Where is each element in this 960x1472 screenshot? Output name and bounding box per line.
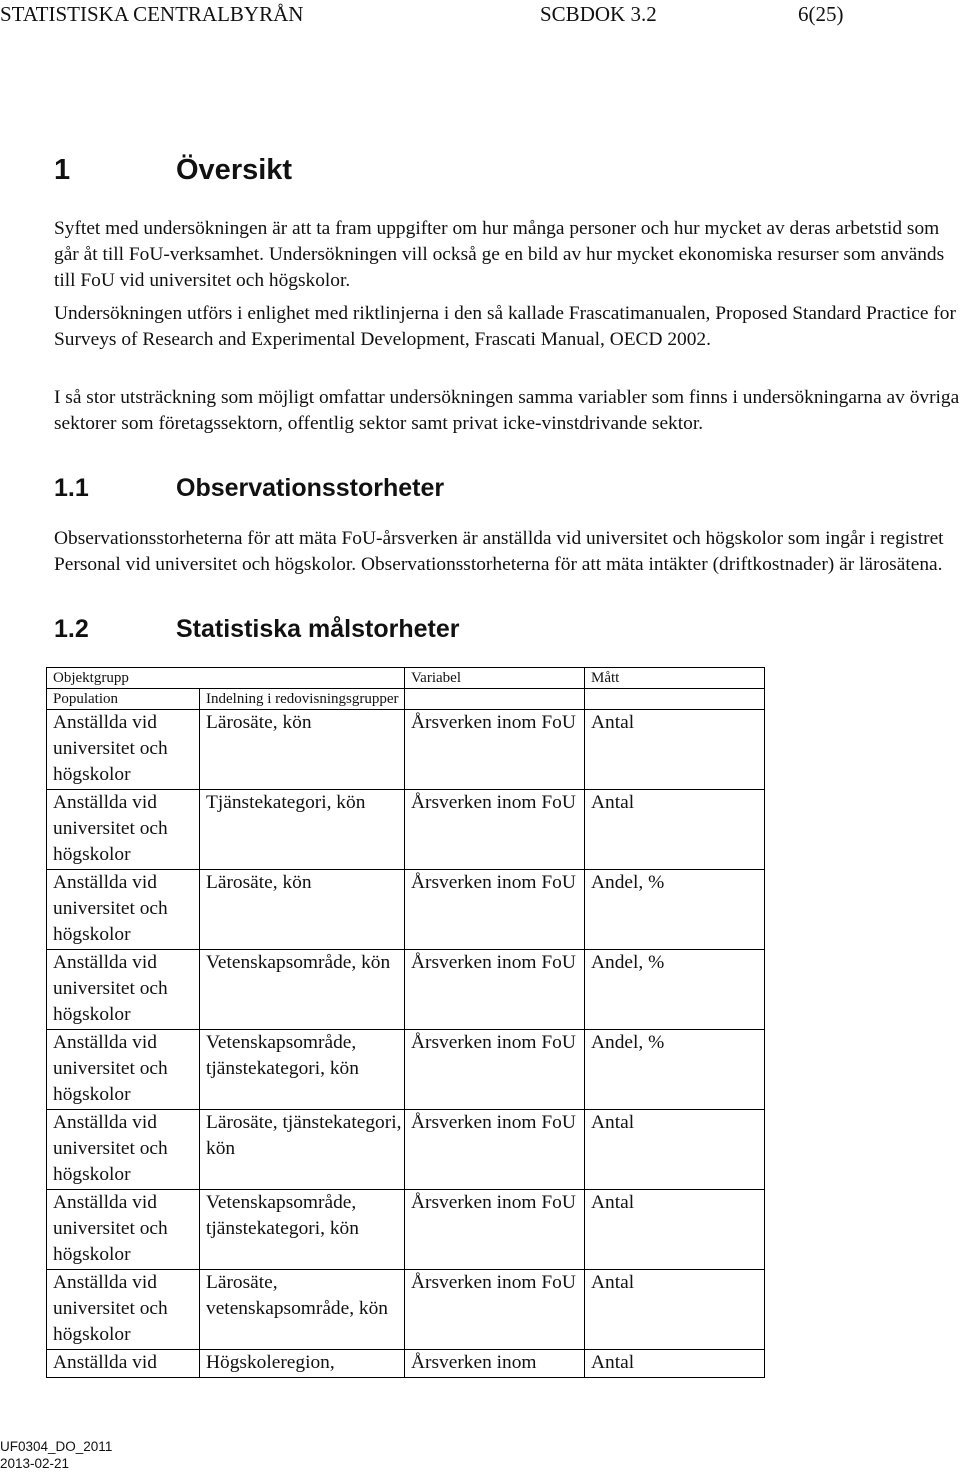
header-objektgrupp: Objektgrupp <box>47 668 405 689</box>
section-1-paragraph-1: Syftet med undersökningen är att ta fram uppgifter om hur många personer och hur mycket av deras arbetstid som går åt till FoU-verksamhet. Undersökningen vill också ge en bild av hur mycket ekonomiska resurser som används till FoU vid universitet och högskolor. <box>54 218 945 291</box>
cell-variabel: Årsverken inom FoU <box>405 1110 585 1190</box>
cell-indelning: Vetenskapsområde, tjänstekategori, kön <box>200 1190 405 1270</box>
section-1-2-heading <box>54 615 459 644</box>
table-row <box>47 710 765 790</box>
table-row <box>47 1190 765 1270</box>
cell-indelning: Lärosäte, tjänstekategori, kön <box>200 1110 405 1190</box>
section-1-paragraph-3: I så stor utsträckning som möjligt omfattar undersökningen samma variabler som finns i undersökningarna av övriga sektorer som företagssektorn, offentlig sektor samt privat icke-vinstdrivande sektor. <box>54 387 960 434</box>
cell-indelning: Lärosäte, vetenskapsområde, kön <box>200 1270 405 1350</box>
cell-population: Anställda vid universitet och högskolor <box>47 870 200 950</box>
cell-population: Anställda vid universitet och högskolor <box>47 950 200 1030</box>
section-1-1-number: 1.1 <box>54 474 89 502</box>
table-header-row <box>47 668 765 689</box>
cell-indelning: Lärosäte, kön <box>200 870 405 950</box>
header-indelning: Indelning i redovisningsgrupper <box>200 689 405 710</box>
cell-population: Anställda vid <box>47 1350 200 1378</box>
cell-indelning: Vetenskapsområde, kön <box>200 950 405 1030</box>
cell-variabel: Årsverken inom FoU <box>405 790 585 870</box>
cell-matt: Antal <box>585 790 765 870</box>
cell-population: Anställda vid universitet och högskolor <box>47 1030 200 1110</box>
cell-indelning: Vetenskapsområde, tjänstekategori, kön <box>200 1030 405 1110</box>
cell-population: Anställda vid universitet och högskolor <box>47 1190 200 1270</box>
section-1-paragraph-2: Undersökningen utförs i enlighet med riktlinjerna i den så kallade Frascatimanualen, Proposed Standard Practice for Surveys of Research and Experimental Development, Frascati Manual, OECD 2002. <box>54 303 956 350</box>
header-matt: Mått <box>585 668 765 689</box>
cell-indelning: Högskoleregion, <box>200 1350 405 1378</box>
table-row <box>47 870 765 950</box>
section-1-1-title: Observationsstorheter <box>176 474 445 502</box>
table-row <box>47 1270 765 1350</box>
cell-matt: Andel, % <box>585 870 765 950</box>
cell-population: Anställda vid universitet och högskolor <box>47 790 200 870</box>
header-empty-cell <box>585 689 765 710</box>
section-1-number: 1 <box>54 154 71 186</box>
section-1-1-heading <box>54 474 444 503</box>
cell-matt: Andel, % <box>585 950 765 1030</box>
cell-variabel: Årsverken inom FoU <box>405 1030 585 1110</box>
cell-matt: Antal <box>585 1190 765 1270</box>
cell-variabel: Årsverken inom FoU <box>405 1270 585 1350</box>
section-1-heading <box>54 154 292 187</box>
section-1-title: Översikt <box>176 154 293 186</box>
cell-matt: Antal <box>585 1270 765 1350</box>
header-population: Population <box>47 689 200 710</box>
header-variabel: Variabel <box>405 668 585 689</box>
cell-variabel: Årsverken inom FoU <box>405 1190 585 1270</box>
cell-indelning: Tjänstekategori, kön <box>200 790 405 870</box>
cell-matt: Antal <box>585 1350 765 1378</box>
cell-matt: Antal <box>585 1110 765 1190</box>
cell-indelning: Lärosäte, kön <box>200 710 405 790</box>
table-subheader-row <box>47 689 765 710</box>
table-row <box>47 1110 765 1190</box>
footer-date: 2013-02-21 <box>0 1456 70 1471</box>
section-1-2-title: Statistiska målstorheter <box>176 615 460 643</box>
cell-population: Anställda vid universitet och högskolor <box>47 710 200 790</box>
cell-variabel: Årsverken inom FoU <box>405 870 585 950</box>
header-empty-cell <box>405 689 585 710</box>
header-page-number: 6(25) <box>798 2 844 26</box>
table-row <box>47 1030 765 1110</box>
cell-population: Anställda vid universitet och högskolor <box>47 1270 200 1350</box>
cell-matt: Antal <box>585 710 765 790</box>
section-1-2-number: 1.2 <box>54 615 89 643</box>
table-row <box>47 1350 765 1378</box>
malstorheter-table <box>46 667 765 1378</box>
header-doc-id: SCBDOK 3.2 <box>540 2 657 26</box>
cell-population: Anställda vid universitet och högskolor <box>47 1110 200 1190</box>
section-1-1-paragraph: Observationsstorheterna för att mäta FoU-årsverken är anställda vid universitet och högskolor som ingår i registret Personal vid universitet och högskolor. Observationsstorheterna för att mäta intäkter (driftkostnader) är lärosätena. <box>54 528 944 575</box>
cell-variabel: Årsverken inom FoU <box>405 950 585 1030</box>
footer-doc-code: UF0304_DO_2011 <box>0 1439 113 1454</box>
table-row <box>47 790 765 870</box>
header-org: STATISTISKA CENTRALBYRÅN <box>0 2 304 26</box>
cell-variabel: Årsverken inom <box>405 1350 585 1378</box>
cell-variabel: Årsverken inom FoU <box>405 710 585 790</box>
cell-matt: Andel, % <box>585 1030 765 1110</box>
table-row <box>47 950 765 1030</box>
